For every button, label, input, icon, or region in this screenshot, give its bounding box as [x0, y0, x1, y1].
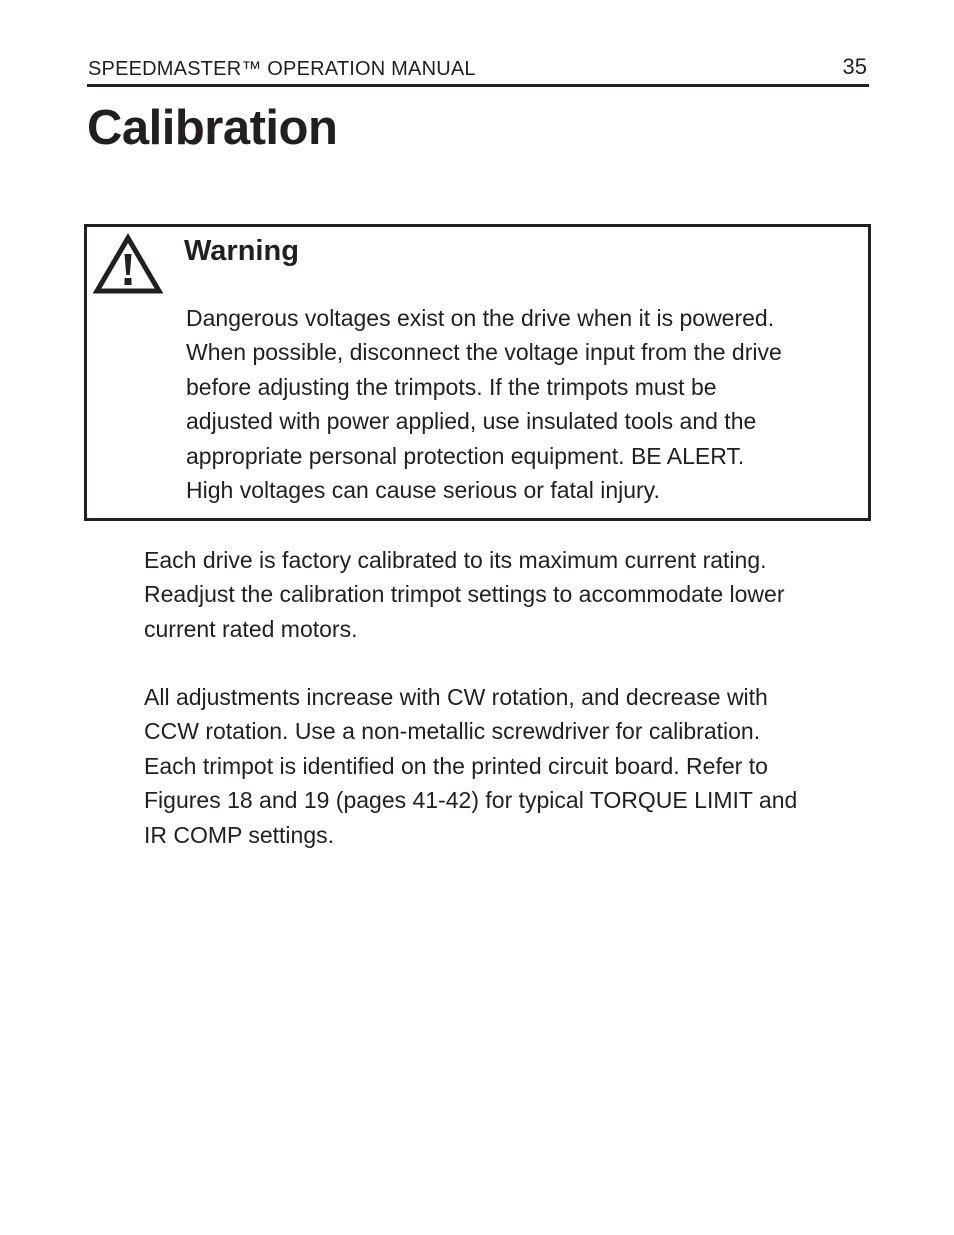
manual-title: SPEEDMASTER™ OPERATION MANUAL [88, 58, 476, 80]
page-number: 35 [842, 54, 867, 79]
warning-text: Dangerous voltages exist on the drive when it is powered. When possible, disconnect the voltage input from the drive before adjusting the trimpots. If the trimpots must be adjusted with power applied, use insulated tools and the appropriate personal protection equipment. BE ALERT. High voltages can cause serious or fatal injury. [186, 305, 782, 504]
page-title: Calibration [87, 101, 338, 155]
page-header [87, 52, 869, 87]
paragraph-factory-calibration: Each drive is factory calibrated to its maximum current rating. Readjust the calibration trimpot settings to accommodate lower current rated motors. [144, 547, 785, 642]
warning-heading: Warning [184, 235, 299, 267]
paragraph-adjustments: All adjustments increase with CW rotation, and decrease with CCW rotation. Use a non-metallic screwdriver for calibration. Each trimpot is identified on the printed circuit board. Refer to Figures 18 and 19 (pages 41-42) for typical TORQUE LIMIT and IR COMP settings. [144, 684, 798, 848]
warning-box [84, 224, 871, 521]
warning-triangle-icon [93, 233, 163, 295]
